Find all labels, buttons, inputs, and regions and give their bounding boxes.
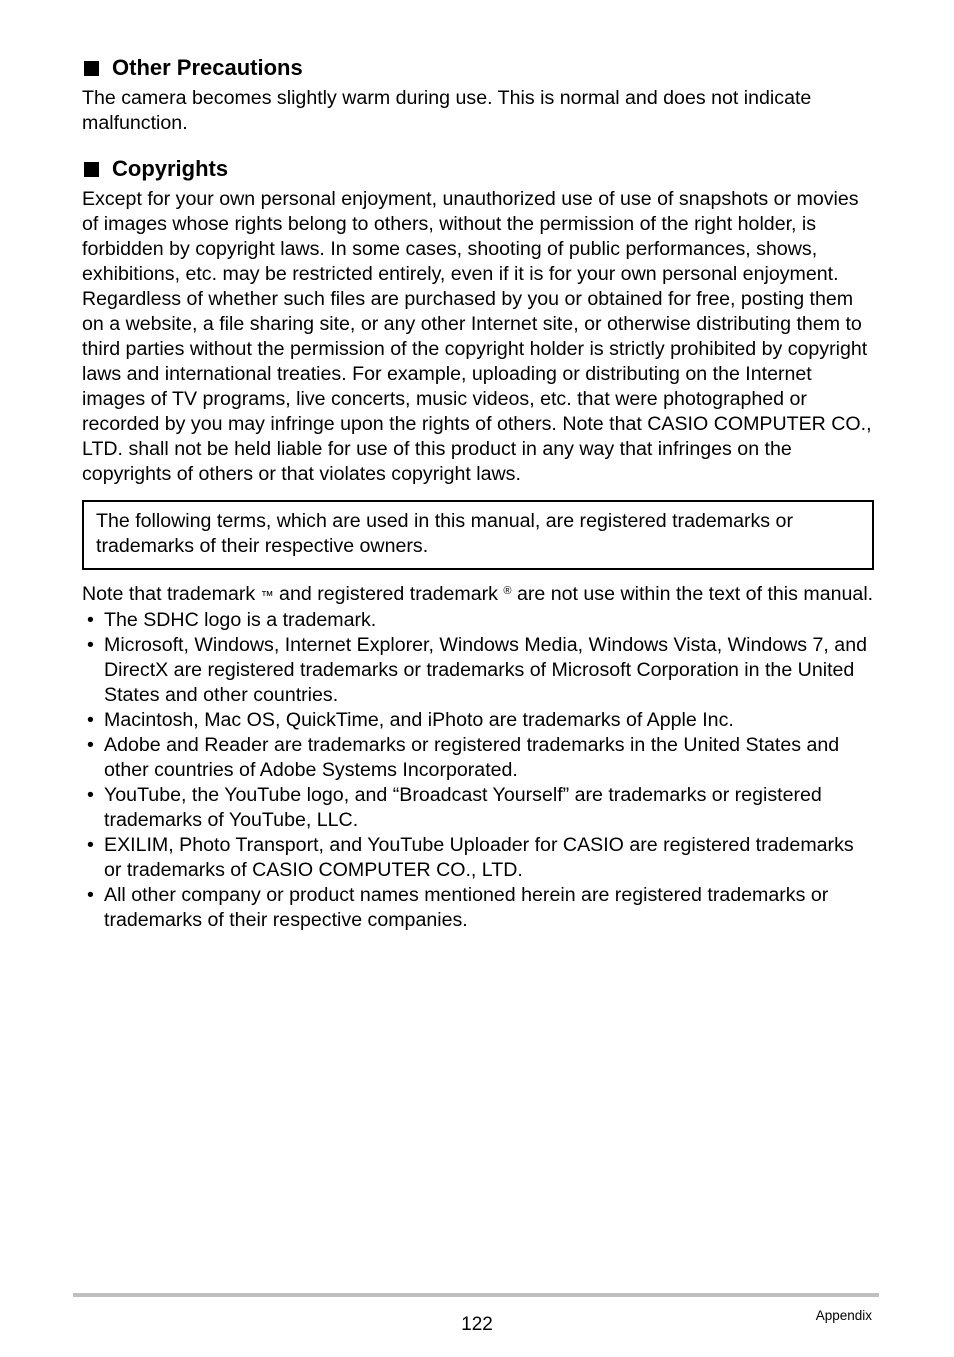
black-square-icon [84, 162, 99, 177]
list-item: • The SDHC logo is a trademark. [87, 609, 377, 631]
bullet-icon: • [87, 834, 94, 856]
page-content [82, 54, 874, 933]
section-heading-other-precautions [82, 54, 874, 82]
list-item: • Macintosh, Mac OS, QuickTime, and iPhoto are trademarks of Apple Inc. [87, 709, 734, 731]
bullet-icon: • [87, 884, 94, 906]
footer-section-label: Appendix [815, 1308, 872, 1323]
bullet-icon: • [87, 609, 94, 631]
list-item: • EXILIM, Photo Transport, and YouTube Uploader for CASIO are registered trademarks or trademarks of CASIO COMPUTER CO., LTD. [87, 834, 854, 881]
other-precautions-text: The camera becomes slightly warm during use. This is normal and does not indicate malfunction. [82, 87, 812, 134]
copyrights-text: Except for your own personal enjoyment, unauthorized use of use of snapshots or movies of images whose rights belong to others, without the permission of the right holder, is forbidden by copyright laws. In some cases, shooting of public performances, shows, exhibitions, etc. may be restricted entirely, even if it is for your own personal enjoyment. Regardless of whether such files are purchased by you or obtained for free, posting them on a website, a file sharing site, or any other Internet site, or otherwise distributing them to third parties without the permission of the copyright holder is strictly prohibited by copyright laws and international treaties. For example, uploading or distributing on the Internet images of TV programs, live concerts, music videos, etc. that were photographed or recorded by you may infringe upon the rights of others. Note that CASIO COMPUTER CO., LTD. shall not be held liable for use of this product in any way that infringes on the copyrights of others or that violates copyright laws. [82, 188, 872, 485]
trademark-notice-box [82, 500, 874, 570]
trademark-notice-text: The following terms, which are used in this manual, are registered trademarks or trademarks of their respective owners. [96, 510, 793, 557]
registered-symbol: ® [503, 585, 512, 597]
list-item: • Microsoft, Windows, Internet Explorer, Windows Media, Windows Vista, Windows 7, and DirectX are registered trademarks or trademarks of Microsoft Corporation in the United States and other countries. [87, 634, 867, 706]
list-item: • Adobe and Reader are trademarks or registered trademarks in the United States and other countries of Adobe Systems Incorporated. [87, 734, 840, 781]
trademark-list [82, 608, 874, 933]
trademark-symbol: ™ [260, 588, 274, 603]
page-number: 122 [461, 1314, 493, 1335]
trademark-note: Note that trademark ™ and registered trademark ® are not use within the text of this manual. [82, 583, 874, 605]
heading-text: Copyrights [112, 156, 229, 181]
bullet-icon: • [87, 784, 94, 806]
heading-text: Other Precautions [112, 55, 303, 80]
bullet-icon: • [87, 709, 94, 731]
list-item: • All other company or product names mentioned herein are registered trademarks or trademarks of their respective companies. [87, 884, 829, 931]
bullet-icon: • [87, 734, 94, 756]
list-item: • YouTube, the YouTube logo, and “Broadcast Yourself” are trademarks or registered trademarks of YouTube, LLC. [87, 784, 822, 831]
footer-divider [73, 1293, 879, 1297]
bullet-icon: • [87, 634, 94, 656]
section-heading-copyrights [82, 155, 874, 183]
black-square-icon [84, 61, 99, 76]
